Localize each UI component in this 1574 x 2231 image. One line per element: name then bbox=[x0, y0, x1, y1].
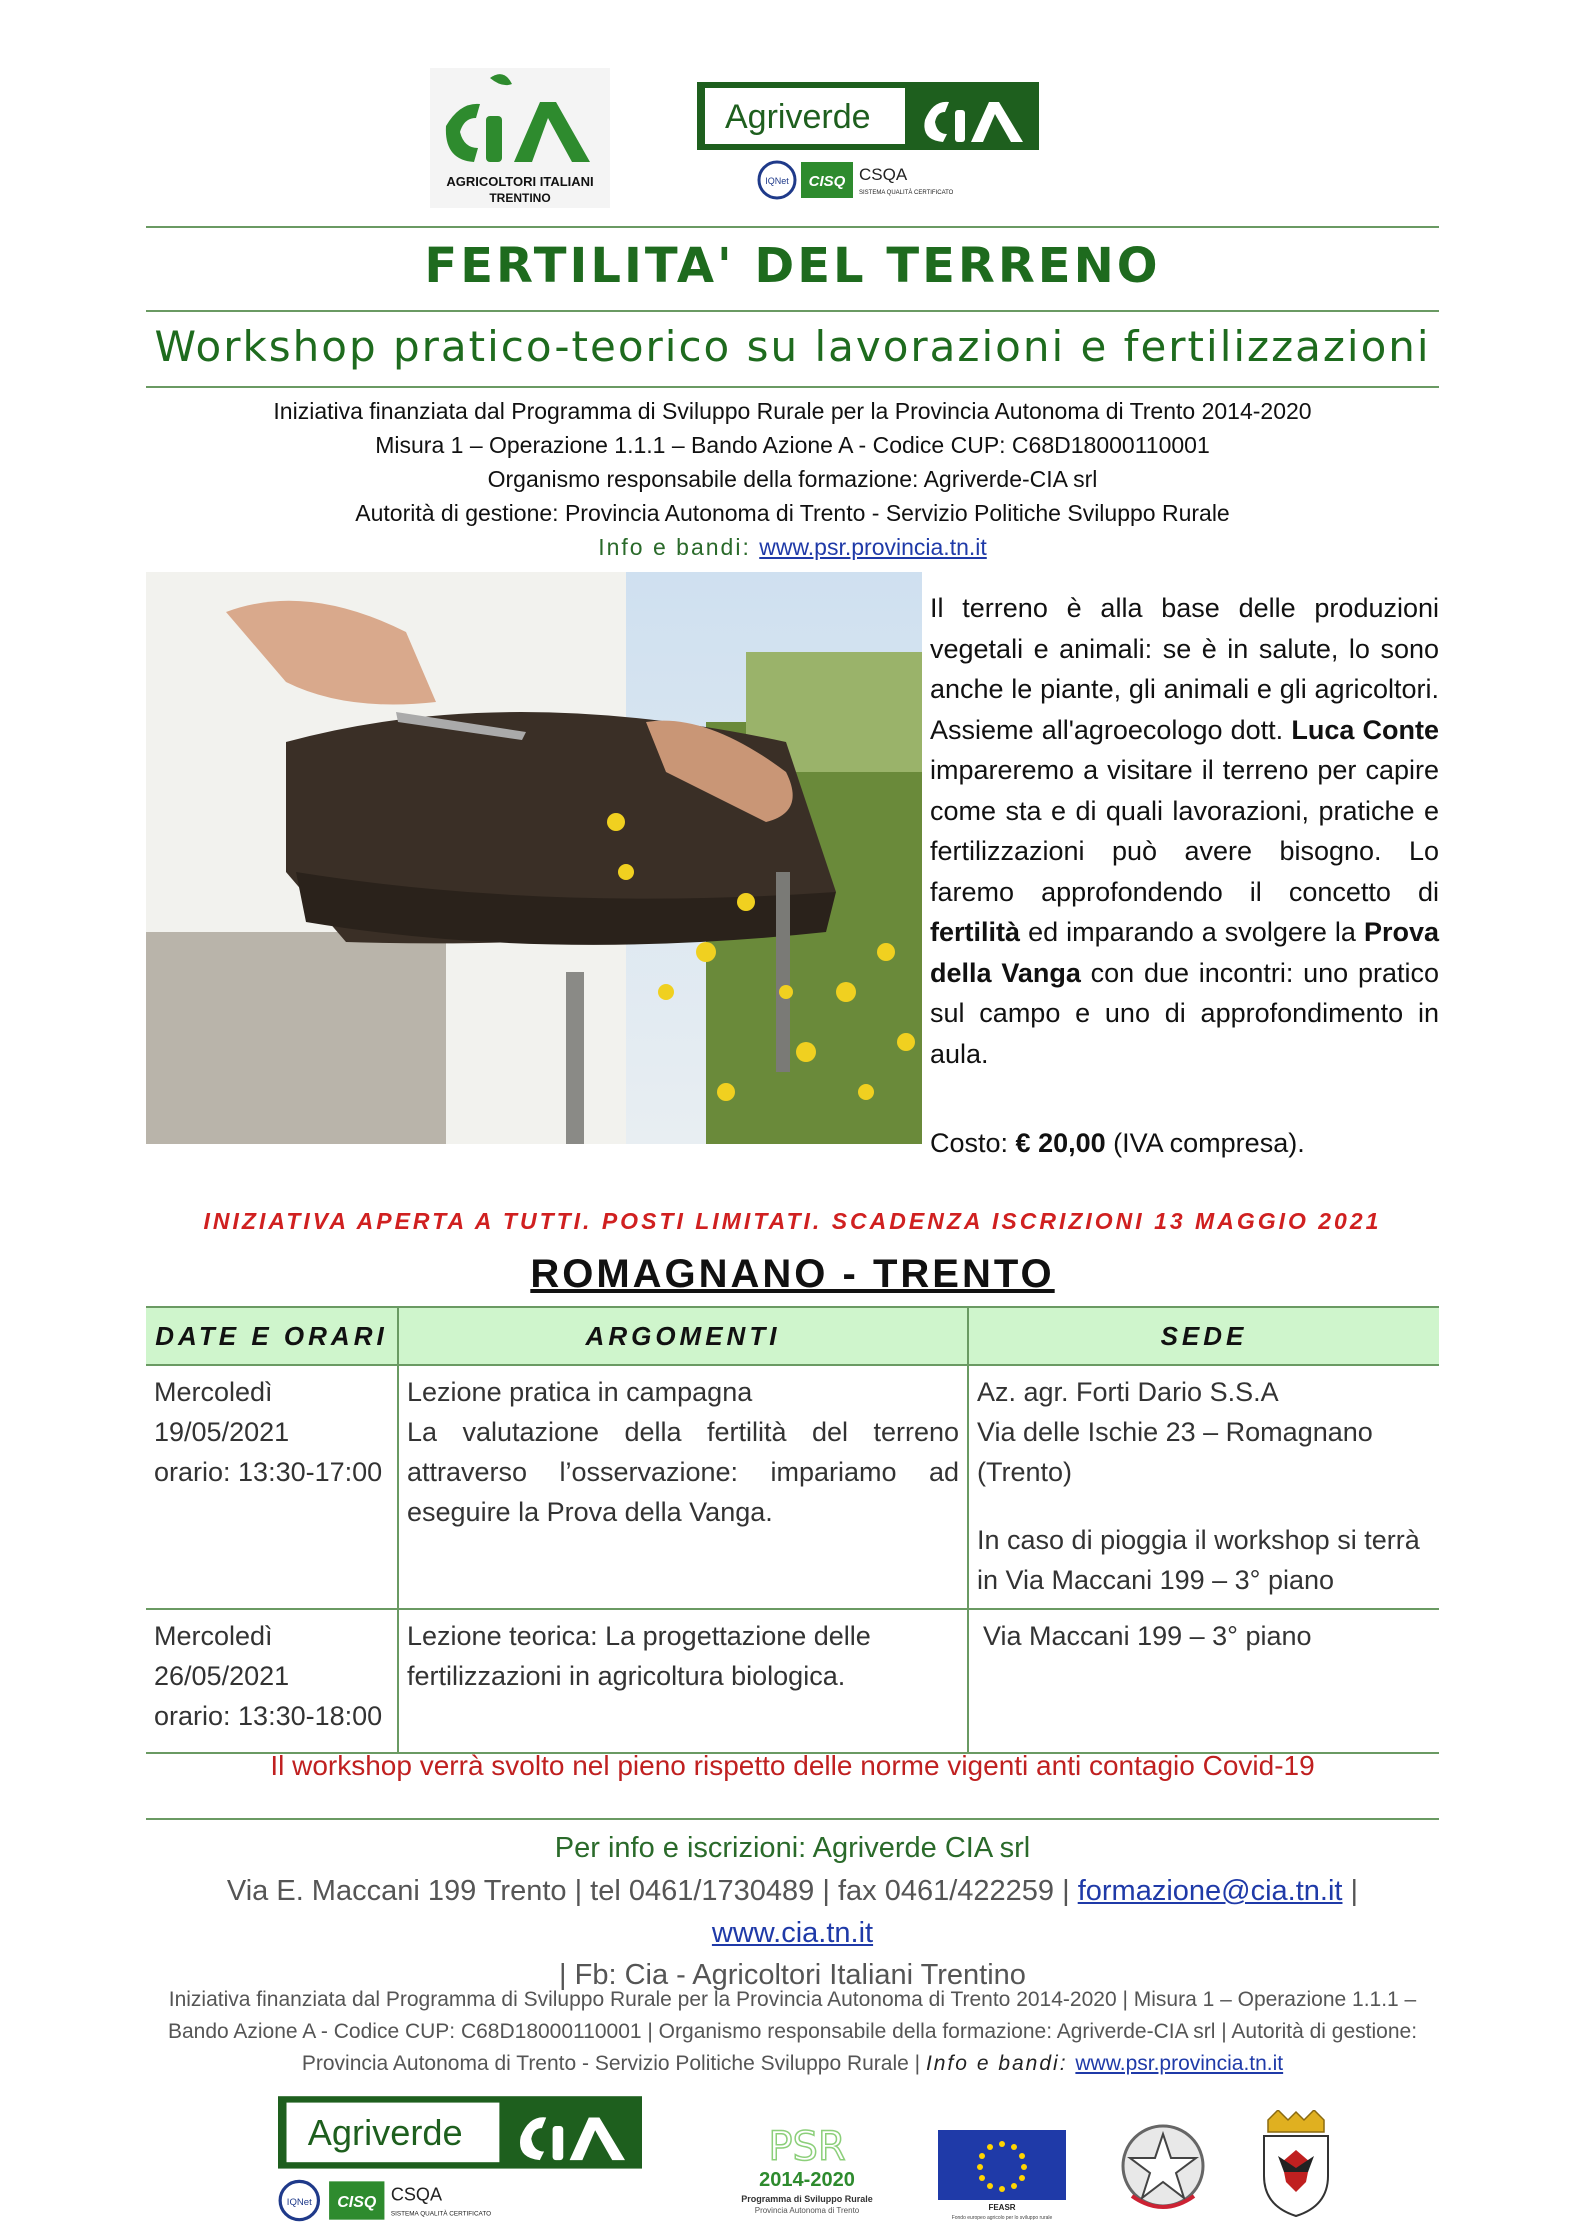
description-part-1: Il terreno è alla base delle produzioni vegetali e animali: se è in salute, lo sono anche le piante, gli animali e gli agricoltori. Assieme all'agroecologo dott. bbox=[930, 593, 1439, 745]
contact-title: Per info e iscrizioni: Agriverde CIA srl bbox=[554, 1832, 1031, 1864]
footer-line-2: Bando Azione A - Codice CUP: C68D18000110001 | Organismo responsabile della formazione: Agriverde-CIA srl | Autorità di gestione: bbox=[167, 2020, 1418, 2043]
row-date: 26/05/2021 bbox=[154, 1661, 290, 1691]
svg-text:Provincia Autonoma di Trento: Provincia Autonoma di Trento bbox=[754, 2206, 860, 2215]
footer-psr-link[interactable]: www.psr.provincia.tn.it bbox=[1075, 2052, 1284, 2075]
funding-line-1: Iniziativa finanziata dal Programma di Sviluppo Rurale per la Provincia Autonoma di Trento 2014-2020 bbox=[273, 398, 1312, 424]
venue-address: Via delle Ischie 23 – Romagnano (Trento) bbox=[977, 1417, 1373, 1487]
svg-text:CSQA: CSQA bbox=[390, 2184, 443, 2205]
svg-text:CISQ: CISQ bbox=[337, 2193, 377, 2211]
cost-label: Costo: bbox=[930, 1128, 1016, 1158]
funding-line-3: Organismo responsabile della formazione: Agriverde-CIA srl bbox=[487, 466, 1098, 492]
header-rule bbox=[146, 226, 1439, 228]
registration-notice: INIZIATIVA APERTA A TUTTI. POSTI LIMITATI. SCADENZA ISCRIZIONI 13 MAGGIO 2021 bbox=[203, 1208, 1382, 1234]
row-venue-cell bbox=[968, 1365, 1439, 1609]
row-date-cell bbox=[146, 1609, 398, 1753]
bandi-label: Info e bandi: bbox=[598, 534, 760, 560]
svg-text:AGRICOLTORI ITALIANI: AGRICOLTORI ITALIANI bbox=[446, 174, 594, 189]
funding-line-2: Misura 1 – Operazione 1.1.1 – Bando Azione A - Codice CUP: C68D18000110001 bbox=[375, 432, 1210, 458]
cost-note: (IVA compresa). bbox=[1105, 1128, 1305, 1158]
svg-text:Programma di Sviluppo Rurale: Programma di Sviluppo Rurale bbox=[741, 2194, 873, 2204]
svg-text:SISTEMA QUALITÀ CERTIFICATO: SISTEMA QUALITÀ CERTIFICATO bbox=[390, 2210, 492, 2218]
row-day: Mercoledì bbox=[154, 1621, 273, 1651]
row-topic-cell bbox=[398, 1609, 968, 1753]
svg-text:IQNet: IQNet bbox=[286, 2196, 312, 2208]
svg-text:CSQA: CSQA bbox=[859, 165, 908, 184]
topic-title: Lezione teorica: La progettazione delle fertilizzazioni in agricoltura biologica. bbox=[407, 1621, 871, 1691]
footer-line-3-text: Provincia Autonoma di Trento - Servizio Politiche Sviluppo Rurale | bbox=[301, 2052, 926, 2075]
prova-keyword: Prova della Vanga bbox=[930, 917, 1439, 988]
cost-line bbox=[930, 1128, 1305, 1159]
svg-text:PSR: PSR bbox=[768, 2124, 846, 2170]
row-day: Mercoledì bbox=[154, 1377, 273, 1407]
svg-text:Agriverde: Agriverde bbox=[725, 98, 871, 136]
table-row bbox=[146, 1609, 1439, 1753]
row-topic-cell bbox=[398, 1365, 968, 1609]
location-title: ROMAGNANO - TRENTO bbox=[530, 1252, 1055, 1296]
contact-details bbox=[146, 1870, 1439, 1996]
title-rule bbox=[146, 310, 1439, 312]
header-venue: SEDE bbox=[968, 1307, 1439, 1365]
venue-name: Via Maccani 199 – 3° piano bbox=[983, 1621, 1312, 1651]
row-date: 19/05/2021 bbox=[154, 1417, 290, 1447]
page-title: FERTILITA' DEL TERRENO bbox=[424, 238, 1161, 294]
description-part-3: ed imparando a svolgere la bbox=[1020, 917, 1364, 947]
covid-note: Il workshop verrà svolto nel pieno rispetto delle norme vigenti anti contagio Covid-19 bbox=[270, 1750, 1315, 1781]
table-header-row bbox=[146, 1307, 1439, 1365]
table-row bbox=[146, 1365, 1439, 1609]
contact-rule bbox=[146, 1818, 1439, 1820]
row-time: orario: 13:30-18:00 bbox=[154, 1701, 383, 1731]
footer-bandi-label: Info e bandi: bbox=[925, 2052, 1076, 2075]
svg-text:IQNet: IQNet bbox=[765, 176, 789, 186]
topic-body: La valutazione della fertilità del terreno attraverso l’osservazione: impariamo ad eseguire la Prova della Vanga. bbox=[407, 1417, 959, 1527]
speaker-name: Luca Conte bbox=[1291, 714, 1439, 745]
description bbox=[930, 588, 1439, 1074]
schedule-table bbox=[146, 1306, 1439, 1754]
contact-address: Via E. Maccani 199 Trento | tel 0461/1730489 | fax 0461/422259 | bbox=[226, 1875, 1078, 1907]
funding-line-4: Autorità di gestione: Provincia Autonoma di Trento - Servizio Politiche Sviluppo Rurale bbox=[355, 500, 1230, 526]
cost-value: € 20,00 bbox=[1015, 1128, 1106, 1158]
svg-text:Fondo europeo agricolo per lo: Fondo europeo agricolo per lo sviluppo rurale bbox=[951, 2215, 1053, 2220]
description-part-4: con due incontri: uno pratico sul campo e uno di approfondimento in aula. bbox=[930, 957, 1439, 1069]
eu-flag-logo bbox=[938, 2130, 1066, 2220]
fertilita-keyword: fertilità bbox=[930, 917, 1021, 947]
svg-text:TRENTINO: TRENTINO bbox=[489, 191, 551, 205]
svg-text:Agriverde: Agriverde bbox=[307, 2112, 463, 2154]
subtitle-rule bbox=[146, 386, 1439, 388]
cia-trentino-logo bbox=[430, 68, 610, 208]
agriverde-cia-logo bbox=[697, 80, 1039, 202]
description-part-2: impareremo a visitare il terreno per capire come sta e di quali lavorazioni, pratiche e fertilizzazioni può avere bisogno. Lo faremo approfondendo il concetto di bbox=[930, 755, 1439, 907]
header-topics: ARGOMENTI bbox=[398, 1307, 968, 1365]
footer-line-3 bbox=[146, 2048, 1439, 2080]
facebook-line: | Fb: Cia - Agricoltori Italiani Trentino bbox=[559, 1959, 1026, 1991]
italian-republic-emblem bbox=[1118, 2118, 1208, 2216]
row-venue-cell bbox=[968, 1609, 1439, 1753]
header-dates: DATE E ORARI bbox=[146, 1307, 398, 1365]
topic-title: Lezione pratica in campagna bbox=[407, 1377, 753, 1407]
website-link[interactable]: www.cia.tn.it bbox=[711, 1917, 874, 1949]
row-date-cell bbox=[146, 1365, 398, 1609]
page-subtitle: Workshop pratico-teorico su lavorazioni e fertilizzazioni bbox=[154, 322, 1431, 371]
svg-text:FEASR: FEASR bbox=[988, 2203, 1016, 2212]
contact-sep: | bbox=[1342, 1875, 1359, 1907]
row-time: orario: 13:30-17:00 bbox=[154, 1457, 383, 1487]
footer-text bbox=[146, 1984, 1439, 2080]
psr-link[interactable]: www.psr.provincia.tn.it bbox=[759, 534, 987, 560]
email-link[interactable]: formazione@cia.tn.it bbox=[1077, 1875, 1343, 1907]
psr-logo bbox=[732, 2120, 882, 2216]
footer-line-1: Iniziativa finanziata dal Programma di Sviluppo Rurale per la Provincia Autonoma di Trento 2014-2020 | Misura 1 – Operazione 1.1.1 – bbox=[168, 1988, 1417, 2011]
svg-text:2014-2020: 2014-2020 bbox=[759, 2169, 855, 2191]
trentino-coat-of-arms bbox=[1258, 2110, 1334, 2218]
venue-name: Az. agr. Forti Dario S.S.A bbox=[977, 1377, 1279, 1407]
agriverde-cia-footer-logo bbox=[278, 2094, 642, 2224]
bandi-line bbox=[146, 534, 1439, 561]
soil-photo bbox=[146, 572, 922, 1144]
venue-rain-note: In caso di pioggia il workshop si terrà in Via Maccani 199 – 3° piano bbox=[977, 1525, 1420, 1595]
svg-text:SISTEMA QUALITÀ CERTIFICATO: SISTEMA QUALITÀ CERTIFICATO bbox=[859, 190, 954, 196]
svg-text:CISQ: CISQ bbox=[808, 173, 846, 190]
